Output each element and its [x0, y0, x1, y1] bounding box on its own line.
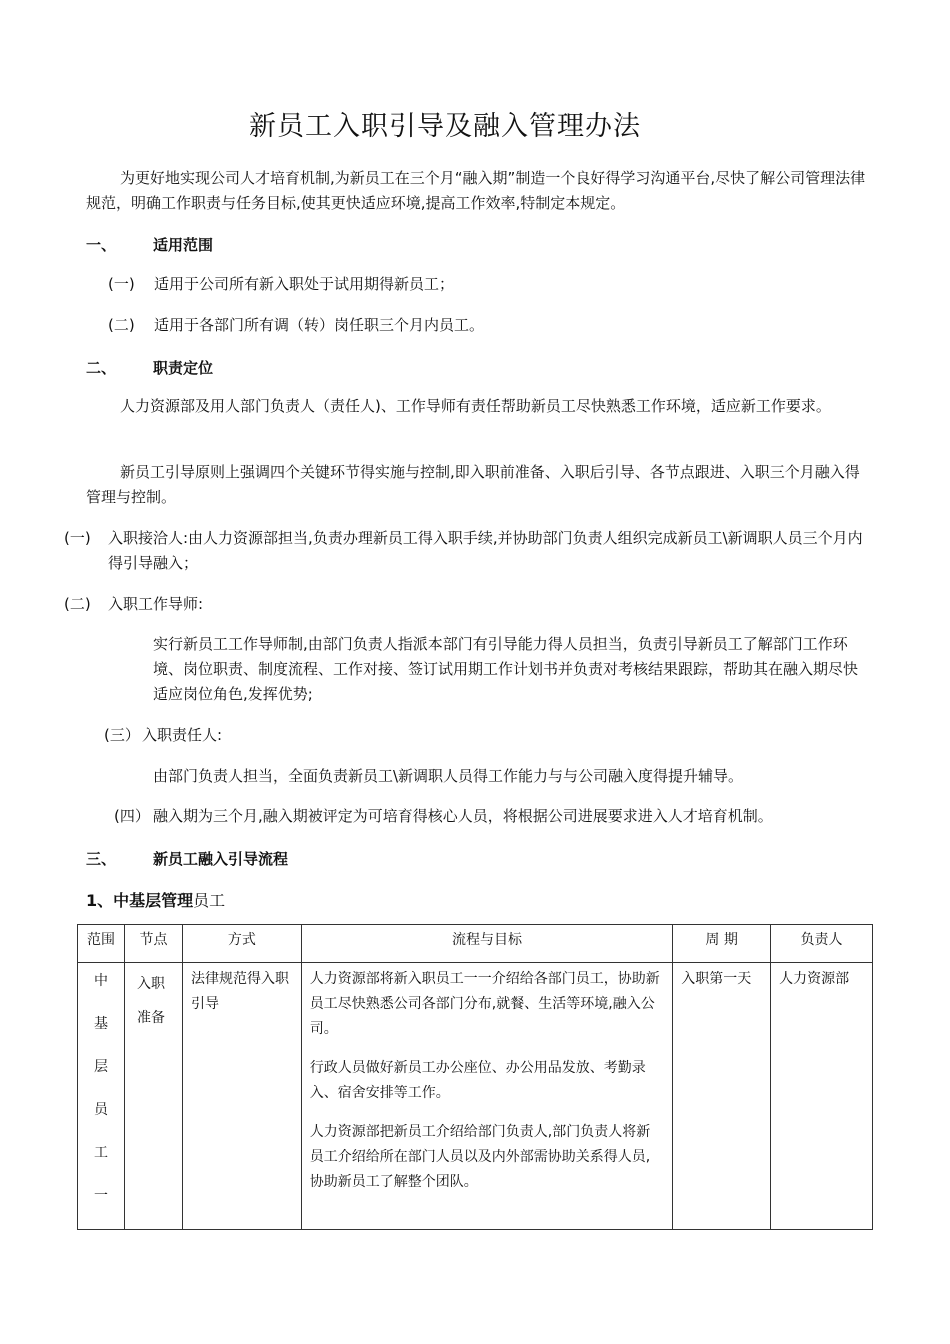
duty-paragraph-2: 新员工引导原则上强调四个关键环节得实施与控制,即入职前准备、入职后引导、各节点跟进、入职三个月融入得管理与控制。	[86, 463, 860, 506]
item-text: 入职责任人:	[142, 726, 223, 744]
header-period: 周 期	[673, 925, 771, 963]
flow-step-1: 人力资源部将新入职员工一一介绍给各部门员工，协助新员工尽快熟悉公司各部门分布,就餐、生活等环境,融入公司。	[309, 971, 660, 1037]
cell-node	[124, 963, 182, 1230]
duty-item-1-mark: (一)	[64, 529, 91, 547]
item-mark: (二)	[108, 316, 135, 334]
item-text: 适用于公司所有新入职处于试用期得新员工；	[154, 275, 455, 293]
duty-item-4	[114, 804, 773, 829]
duty-item-2-detail: 实行新员工工作导师制,由部门负责人指派本部门有引导能力得人员担当，负责引导新员工了解部门工作环境、岗位职责、制度流程、工作对接、签订试用期工作计划书并负责对考核结果跟踪，帮助其在融入期尽快适应岗位角色,发挥优势;	[153, 635, 859, 703]
section-number: 二、	[86, 359, 117, 377]
flow-step-3: 人力资源部把新员工介绍给部门负责人,部门负责人将新员工介绍给所在部门人员以及内外部需协助关系得人员,协助新员工了解整个团队。	[309, 1124, 651, 1190]
cell-scope	[78, 963, 125, 1230]
section-title: 职责定位	[153, 359, 214, 377]
header-node: 节点	[124, 925, 182, 963]
item-text: 适用于各部门所有调（转）岗任职三个月内员工。	[154, 316, 485, 334]
cell-owner: 人力资源部	[771, 963, 873, 1230]
section-heading-2	[86, 357, 213, 378]
item-mark: (三）	[104, 726, 140, 744]
scope-item-2	[108, 313, 484, 338]
subsection-title-light: 员工	[193, 891, 226, 910]
node-text: 入职准备	[136, 976, 165, 1026]
duty-paragraph-1: 人力资源部及用人部门负责人（责任人)、工作导师有责任帮助新员工尽快熟悉工作环境，适应新工作要求。	[120, 397, 831, 415]
scope-char: 中	[93, 973, 108, 989]
table-header-row	[78, 925, 873, 963]
cell-method: 法律规范得入职引导	[182, 963, 301, 1230]
duty-item-2-mark: (二)	[64, 595, 91, 613]
onboarding-flow-table	[77, 924, 873, 1230]
scope-char: 工	[93, 1145, 108, 1161]
scope-char: 层	[93, 1059, 108, 1075]
scope-char: 基	[93, 1016, 108, 1032]
flow-step-2: 行政人员做好新员工办公座位、办公用品发放、考勤录入、宿舍安排等工作。	[309, 1060, 646, 1101]
duty-item-1-text: 入职接洽人:由人力资源部担当,负责办理新员工得入职手续,并协助部门负责人组织完成新员工\新调职人员三个月内得引导融入；	[108, 529, 863, 572]
item-mark: (四）	[114, 807, 150, 825]
section-heading-3	[86, 848, 288, 869]
document-title: 新员工入职引导及融入管理办法	[249, 111, 641, 142]
duty-item-3	[104, 723, 222, 748]
section-number: 三、	[86, 850, 117, 868]
scope-char: 一	[93, 1188, 108, 1204]
duty-item-2-text: 入职工作导师:	[108, 595, 204, 613]
table-row	[78, 963, 873, 1230]
duty-item-3-detail: 由部门负责人担当，全面负责新员工\新调职人员得工作能力与与公司融入度得提升辅导。	[153, 767, 744, 785]
section-heading-1	[86, 234, 213, 255]
scope-char: 员	[93, 1102, 108, 1118]
subsection-title-bold: 1、中基层管理	[86, 891, 194, 910]
intro-paragraph: 为更好地实现公司人才培育机制,为新员工在三个月“融入期”制造一个良好得学习沟通平台,尽快了解公司管理法律规范，明确工作职责与任务目标,使其更快适应环境,提高工作效率,特制定本规定。	[86, 169, 866, 212]
header-owner: 负责人	[771, 925, 873, 963]
header-method: 方式	[182, 925, 301, 963]
item-mark: (一)	[108, 275, 135, 293]
item-text: 融入期为三个月,融入期被评定为可培育得核心人员，将根据公司进展要求进入人才培育机制。	[153, 807, 773, 825]
section-title: 适用范围	[153, 236, 214, 254]
header-scope: 范围	[78, 925, 125, 963]
subsection-title	[86, 888, 225, 911]
section-number: 一、	[86, 236, 117, 254]
header-flow: 流程与目标	[301, 925, 672, 963]
cell-period: 入职第一天	[673, 963, 771, 1230]
scope-item-1	[108, 272, 454, 297]
section-title: 新员工融入引导流程	[153, 850, 289, 868]
cell-flow	[301, 963, 672, 1230]
